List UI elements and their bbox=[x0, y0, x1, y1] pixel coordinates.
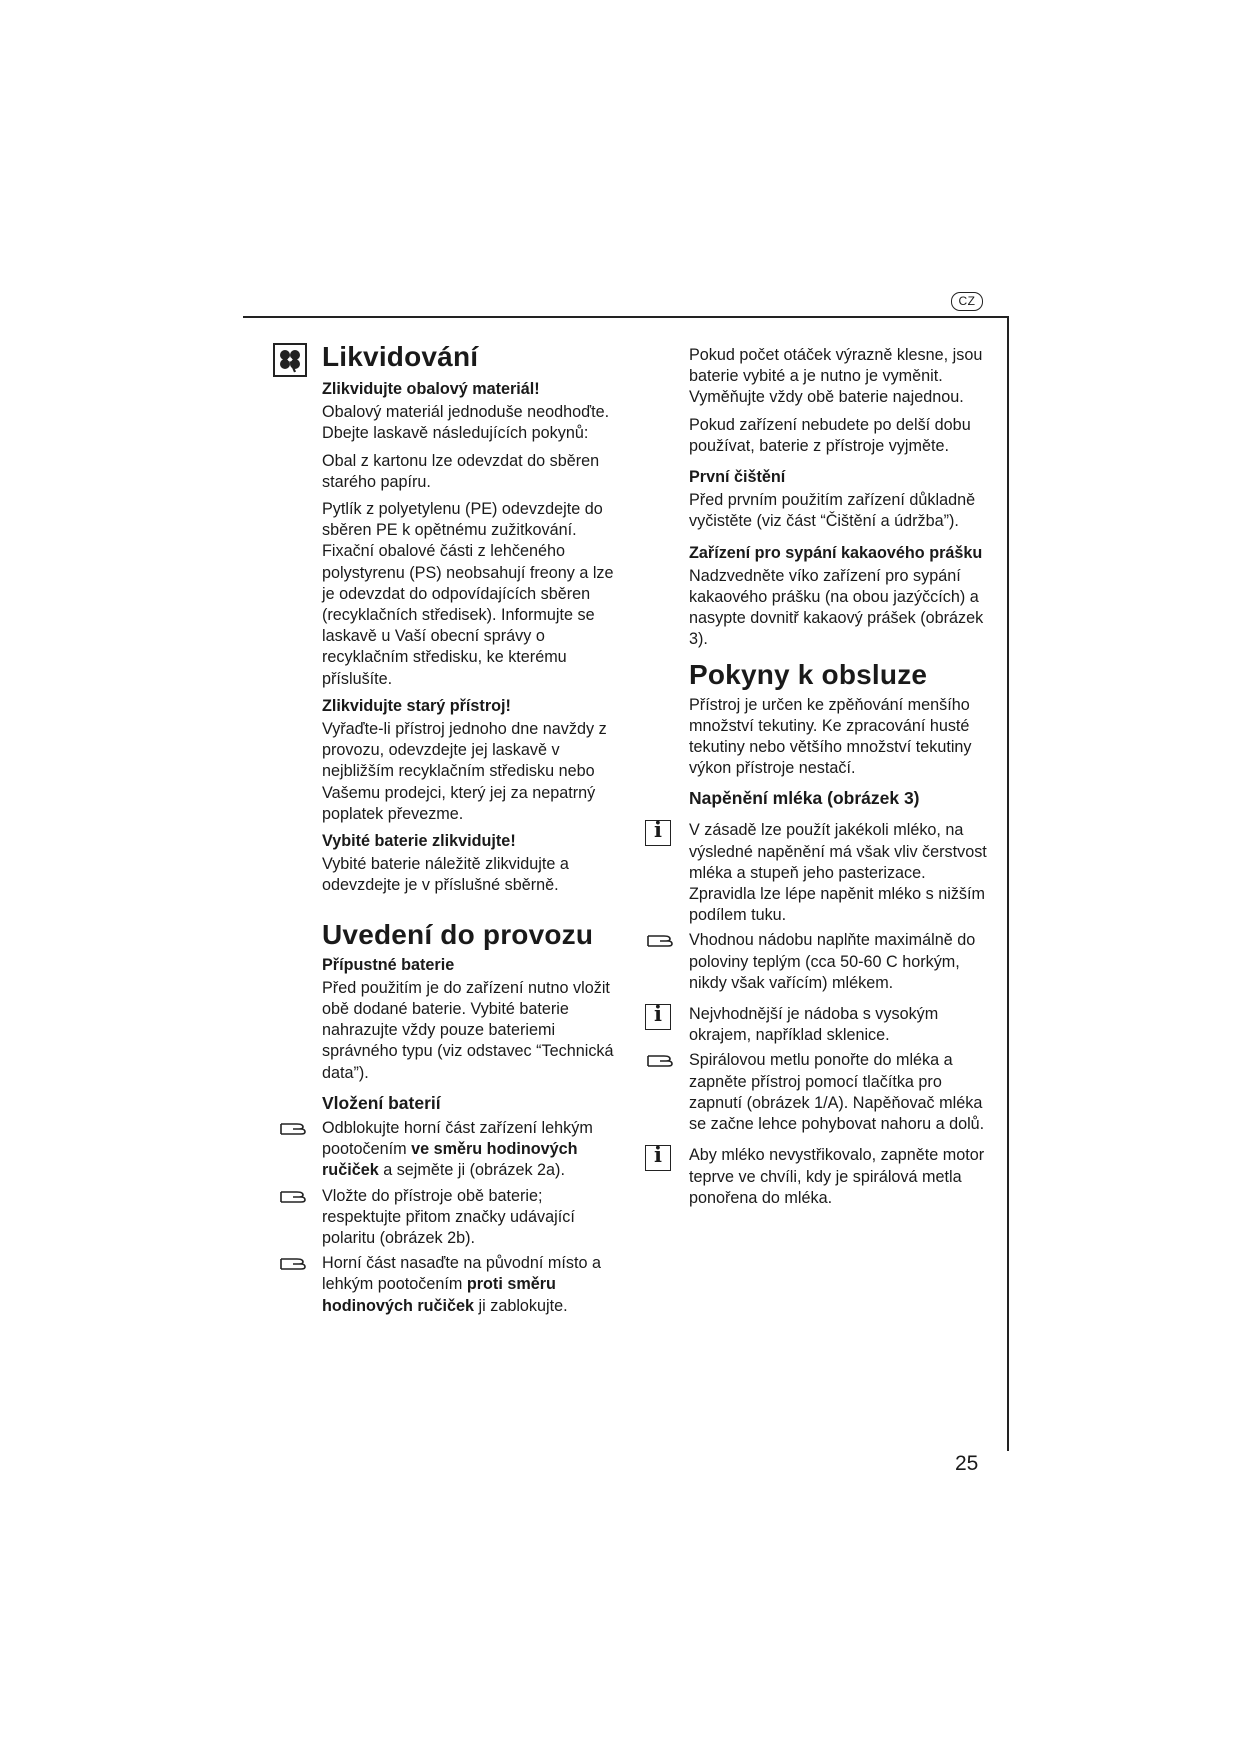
info-icon: i bbox=[645, 1145, 671, 1171]
paragraph: Přístroj je určen ke zpěňování menšího množství tekutiny. Ke zpracování husté tekutiny nebo většího množství tekutiny výkon přístroje nestačí. bbox=[689, 695, 972, 778]
section-title-operation: Pokyny k obsluze bbox=[689, 658, 928, 690]
note-text: V zásadě lze použít jakékoli mléko, na výsledné napěnění má však vliv čerstvost mléka a stupeň jeho pasterizace. Zpravidla lze lépe napěnit mléko s nižším podílem tuku. bbox=[689, 821, 987, 925]
subheading-permitted-batteries: Přípustné baterie bbox=[322, 955, 455, 974]
pointing-hand-icon bbox=[646, 1050, 674, 1072]
note-text: Aby mléko nevystřikovalo, zapněte motor teprve ve chvíli, kdy je spirálová metla ponořena do mléka. bbox=[689, 1146, 985, 1207]
step-emphasis: ve směru hodinových ručiček bbox=[322, 1140, 578, 1180]
subheading-packaging: Zlikvidujte obalový materiál! bbox=[322, 380, 540, 398]
paragraph: Obal z kartonu lze odevzdat do sběren starého papíru. bbox=[322, 451, 600, 491]
page-number: 25 bbox=[955, 1452, 979, 1475]
recycling-clover-icon bbox=[273, 343, 307, 377]
paragraph: Obalový materiál jednoduše neodhoďte. Dbejte laskavě následujících pokynů: bbox=[322, 403, 610, 443]
instruction-step bbox=[322, 1186, 622, 1250]
instruction-step bbox=[689, 1050, 994, 1135]
paragraph: Před prvním použitím zařízení důkladně vyčistěte (viz část “Čištění a údržba”). bbox=[689, 491, 976, 531]
subheading-old-appliance: Zlikvidujte starý přístroj! bbox=[322, 696, 511, 715]
step-text: Vhodnou nádobu naplňte maximálně do poloviny teplým (cca 50-60 C horkým, nikdy však vařícím) mlékem. bbox=[689, 931, 976, 992]
section-title-startup: Uvedení do provozu bbox=[322, 918, 594, 950]
paragraph: Vyřaďte-li přístroj jednoho dne navždy z provozu, odevzdejte jej laskavě v nejbližším recyklačním středisku nebo Vašemu prodejci, který jej za nepatrný poplatek převezme. bbox=[322, 720, 607, 823]
note-text: Nejvhodnější je nádoba s vysokým okrajem, například sklenice. bbox=[689, 1005, 939, 1045]
info-note bbox=[654, 817, 994, 926]
instruction-step bbox=[322, 1118, 622, 1182]
instruction-step bbox=[322, 1253, 622, 1317]
info-icon: i bbox=[645, 820, 671, 846]
paragraph: Pokud počet otáček výrazně klesne, jsou baterie vybité a je nutno je vyměnit. Vyměňujte vždy obě baterie najednou. bbox=[689, 346, 983, 407]
paragraph: Nadzvedněte víko zařízení pro sypání kakaového prášku (na obou jazýčcích) a nasypte dovnitř kakaový prášek (obrázek 3). bbox=[689, 566, 984, 649]
right-rule bbox=[1007, 316, 1009, 1451]
step-text: Vložte do přístroje obě baterie; respektujte přitom značky udávající polaritu (obrázek 2b). bbox=[322, 1186, 575, 1247]
step-emphasis: proti směru hodinových ručiček bbox=[322, 1275, 556, 1315]
subheading-milk-frothing: Napěnění mléka (obrázek 3) bbox=[689, 788, 920, 809]
paragraph: Pytlík z polyetylenu (PE) odevzdejte do sběren PE k opětnému zužitkování. Fixační obalové části z lehčeného polystyrenu (PS) neobsahují freony a lze je odevzdat do odpovídajících sběren (recyklačních středisek). Informujte se laskavě u Vaší obecní správy o recyklačním středisku, ke kterému příslušíte. bbox=[322, 500, 614, 688]
pointing-hand-icon bbox=[279, 1118, 307, 1140]
info-note bbox=[654, 1001, 994, 1046]
subheading-cocoa-dispenser: Zařízení pro sypání kakaového prášku bbox=[689, 543, 983, 562]
subheading-batteries: Vybité baterie zlikvidujte! bbox=[322, 832, 516, 851]
step-text: ji zablokujte. bbox=[474, 1296, 568, 1315]
pointing-hand-icon bbox=[646, 930, 674, 952]
top-rule bbox=[243, 316, 1009, 318]
left-column bbox=[322, 343, 622, 1321]
language-badge: CZ bbox=[951, 292, 983, 311]
paragraph: Pokud zařízení nebudete po delší dobu používat, baterie z přístroje vyjměte. bbox=[689, 415, 971, 455]
paragraph: Před použitím je do zařízení nutno vložit obě dodané baterie. Vybité baterie nahrazujte vždy pouze bateriemi správného typu (viz odstavec “Technická data”). bbox=[322, 978, 614, 1082]
paragraph: Vybité baterie náležitě zlikvidujte a odevzdejte je v příslušné sběrně. bbox=[322, 855, 569, 895]
info-icon: i bbox=[645, 1004, 671, 1030]
right-column bbox=[654, 345, 994, 1213]
instruction-step bbox=[689, 930, 994, 994]
section-title-disposal: Likvidování bbox=[322, 341, 479, 372]
pointing-hand-icon bbox=[279, 1186, 307, 1208]
step-text: Horní část nasaďte na původní místo a lehkým pootočením bbox=[322, 1254, 601, 1294]
subheading-inserting-batteries: Vložení baterií bbox=[322, 1092, 441, 1113]
info-note bbox=[654, 1142, 994, 1209]
step-text: a sejměte ji (obrázek 2a). bbox=[378, 1161, 565, 1180]
pointing-hand-icon bbox=[279, 1253, 307, 1275]
step-text: Spirálovou metlu ponořte do mléka a zapněte přístroj pomocí tlačítka pro zapnutí (obrázek 1/A). Napěňovač mléka se začne lehce pohybovat nahoru a dolů. bbox=[689, 1051, 985, 1134]
step-text: Odblokujte horní část zařízení lehkým pootočením bbox=[322, 1118, 593, 1159]
subheading-first-cleaning: První čištění bbox=[689, 468, 786, 487]
